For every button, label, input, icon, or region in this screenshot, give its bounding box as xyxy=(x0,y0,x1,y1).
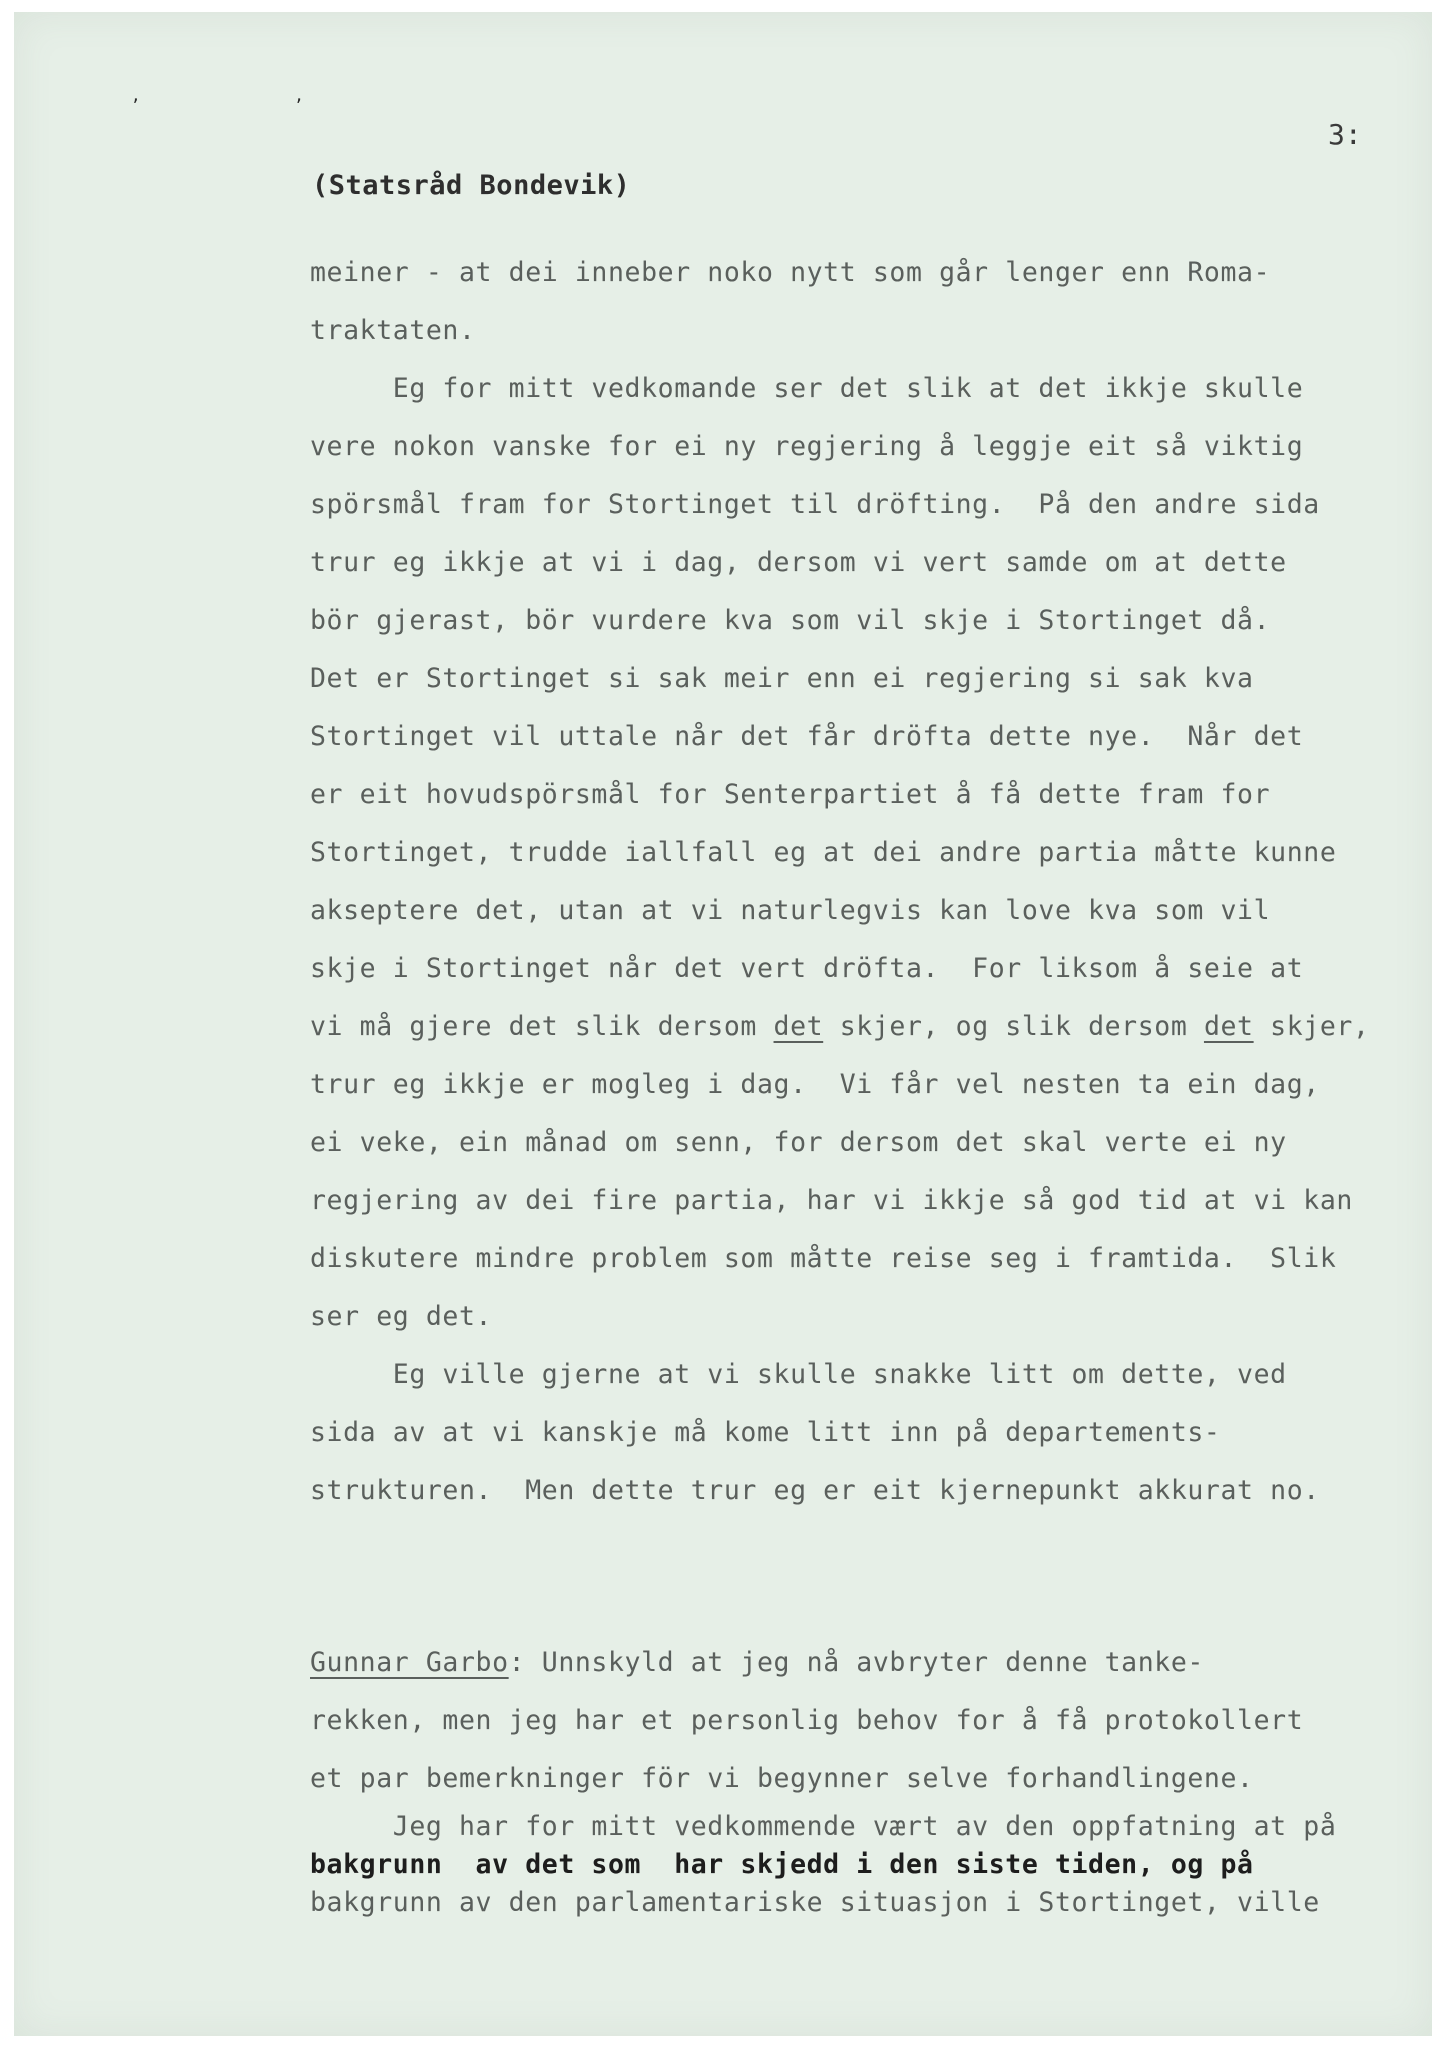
text-line: Det er Stortinget si sak meir enn ei regjering si sak kva xyxy=(310,663,1254,694)
garbo-speech xyxy=(310,1634,1336,1922)
underlined-word: det xyxy=(773,1011,824,1042)
page-number: 3: xyxy=(1328,118,1362,151)
text-line: spörsmål fram for Stortinget til dröfting. På den andre sida xyxy=(310,489,1320,520)
text-line: bakgrunn av den parlamentariske situasjon i Stortinget, ville xyxy=(310,1887,1320,1918)
text-line: trur eg ikkje er mogleg i dag. Vi får vel nesten ta ein dag, xyxy=(310,1069,1320,1100)
text-line: diskutere mindre problem som måtte reise seg i framtida. Slik xyxy=(310,1243,1337,1274)
text-line: Stortinget, trudde iallfall eg at dei andre partia måtte kunne xyxy=(310,837,1337,868)
text-line: ser eg det. xyxy=(310,1301,493,1332)
margin-marks: , , xyxy=(131,86,376,105)
text-line: rekken, men jeg har et personlig behov for å få protokollert xyxy=(310,1705,1304,1736)
text-line xyxy=(310,998,1370,1056)
text-segment: vi må gjere det slik dersom xyxy=(310,1011,774,1042)
text-line: Eg ville gjerne at vi skulle snakke litt om dette, ved xyxy=(310,1359,1287,1390)
text-line: sida av at vi kanskje må kome litt inn på departements- xyxy=(310,1417,1221,1448)
speaker-heading: (Statsråd Bondevik) xyxy=(312,170,631,201)
text-line-bold: bakgrunn av det som har skjedd i den siste tiden, og på xyxy=(310,1849,1254,1880)
text-segment: skjer, xyxy=(1253,1011,1370,1042)
text-line: traktaten. xyxy=(310,315,476,346)
text-line: meiner - at dei inneber noko nytt som går lenger enn Roma- xyxy=(310,257,1271,288)
text-line: regjering av dei fire partia, har vi ikkje så god tid at vi kan xyxy=(310,1185,1353,1216)
text-line: bör gjerast, bör vurdere kva som vil skje i Stortinget då. xyxy=(310,605,1271,636)
text-line: Eg for mitt vedkomande ser det slik at det ikkje skulle xyxy=(310,373,1304,404)
text-line: vere nokon vanske for ei ny regjering å leggje eit så viktig xyxy=(310,431,1304,462)
text-segment: : Unnskyld at jeg nå avbryter denne tanke- xyxy=(508,1647,1204,1678)
speaker-name: Gunnar Garbo xyxy=(310,1647,509,1678)
text-line: Jeg har for mitt vedkommende vært av den oppfatning at på xyxy=(310,1811,1337,1842)
text-line: ei veke, ein månad om senn, for dersom det skal verte ei ny xyxy=(310,1127,1287,1158)
text-line: strukturen. Men dette trur eg er eit kjernepunkt akkurat no. xyxy=(310,1475,1320,1506)
bondevik-speech xyxy=(310,244,1370,1520)
text-line: trur eg ikkje at vi i dag, dersom vi vert samde om at dette xyxy=(310,547,1287,578)
text-line: skje i Stortinget når det vert dröfta. For liksom å seie at xyxy=(310,953,1304,984)
text-line: et par bemerkninger för vi begynner selve forhandlingene. xyxy=(310,1763,1254,1794)
text-line: er eit hovudspörsmål for Senterpartiet å få dette fram for xyxy=(310,779,1271,810)
text-line xyxy=(310,1634,1336,1692)
text-line: Stortinget vil uttale når det får dröfta dette nye. Når det xyxy=(310,721,1304,752)
document-page xyxy=(14,12,1432,2036)
text-line: akseptere det, utan at vi naturlegvis kan love kva som vil xyxy=(310,895,1271,926)
text-segment: skjer, og slik dersom xyxy=(823,1011,1204,1042)
underlined-word: det xyxy=(1203,1011,1254,1042)
